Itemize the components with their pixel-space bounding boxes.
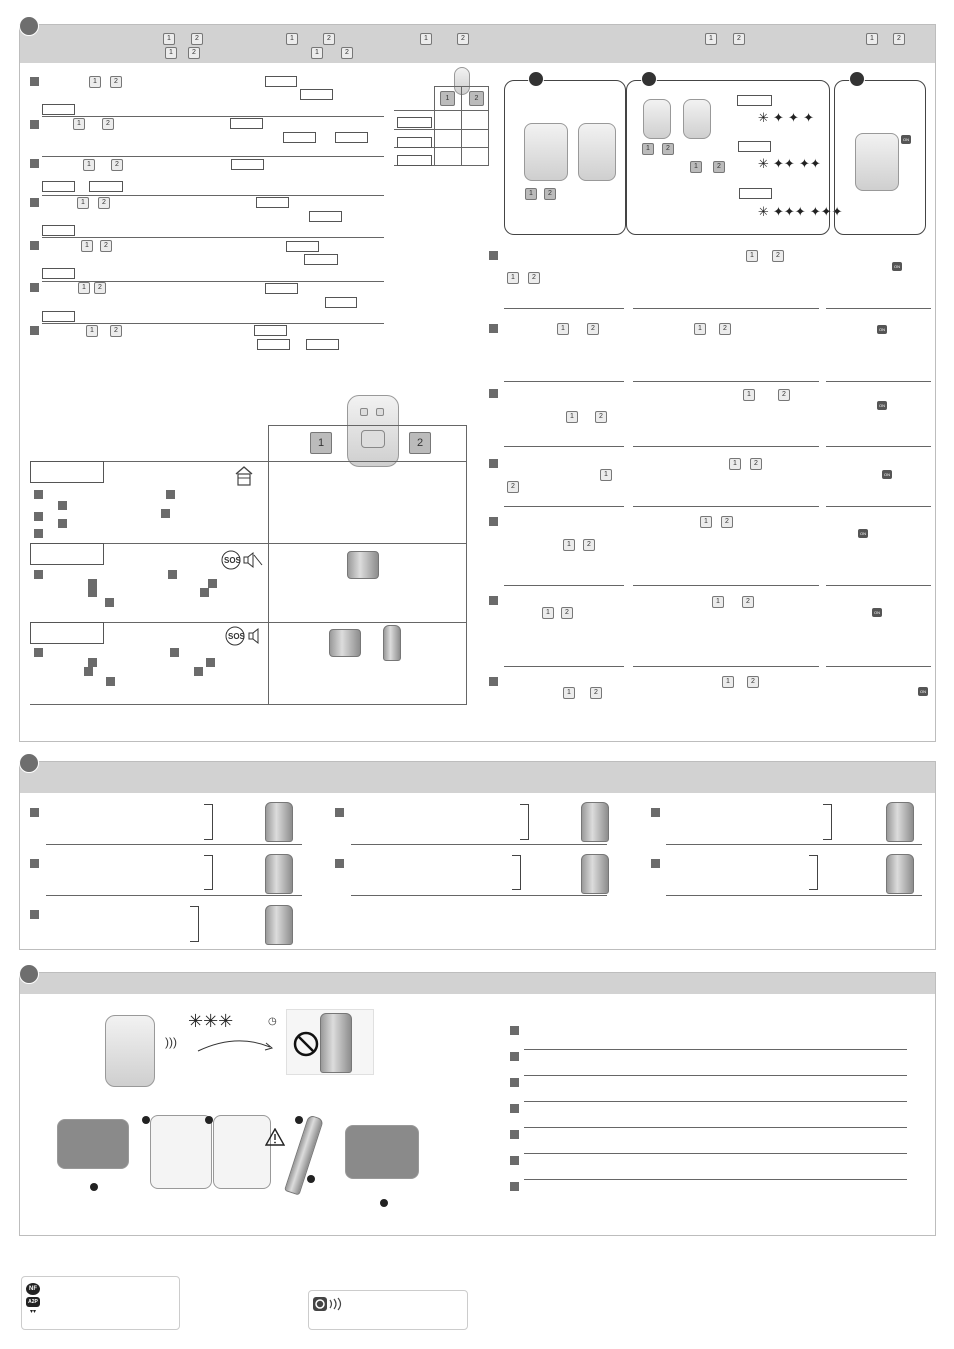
option-box [42, 181, 75, 192]
key-1: 1 [705, 33, 717, 45]
step-dot [142, 1116, 150, 1124]
remote-center-button [361, 430, 385, 448]
divider [633, 308, 819, 309]
key-1: 1 [700, 516, 712, 528]
bullet [651, 859, 660, 868]
grid-line [434, 86, 435, 166]
option-box [306, 339, 339, 350]
bullet [34, 529, 43, 538]
bullet [30, 808, 39, 817]
on-button: ON [879, 327, 885, 332]
option-box [335, 132, 368, 143]
home-icon [234, 465, 254, 487]
step-dot [380, 1199, 388, 1207]
option-box [265, 76, 297, 87]
section-2-panel [19, 761, 936, 950]
on-button: ON [860, 531, 866, 536]
bullet [335, 808, 344, 817]
warning-icon [265, 1128, 285, 1151]
bracket [204, 804, 213, 840]
key-2: 2 [750, 458, 762, 470]
key-1: 1 [542, 607, 554, 619]
key-2: 2 [778, 389, 790, 401]
option-box [739, 188, 772, 199]
bullet [30, 120, 39, 129]
nf-logo: NF [26, 1283, 40, 1295]
device-back-image [345, 1125, 419, 1179]
option-box [256, 197, 289, 208]
flash-indicator: ✳ ✦✦ ✦✦ [758, 157, 821, 172]
divider [504, 506, 624, 507]
remote-thumbnail [454, 67, 470, 95]
bullet [489, 251, 498, 260]
divider [42, 237, 384, 238]
grid-line [488, 86, 489, 166]
key-2: 2 [733, 33, 745, 45]
key-2: 2 [98, 197, 110, 209]
key-2: 2 [111, 159, 123, 171]
divider [351, 844, 607, 845]
option-box [309, 211, 342, 222]
divider [524, 1127, 907, 1128]
bullet [489, 677, 498, 686]
key-1: 1 [743, 389, 755, 401]
divider [504, 666, 624, 667]
divider [504, 585, 624, 586]
remote-button [376, 408, 384, 416]
key-1: 1 [563, 539, 575, 551]
key-1: 1 [73, 118, 85, 130]
bullet [489, 324, 498, 333]
step-dot [295, 1116, 303, 1124]
mode-label-box [30, 461, 104, 483]
step-marker-a [528, 71, 544, 87]
key-1: 1 [690, 161, 702, 173]
option-box [89, 181, 123, 192]
divider [504, 381, 624, 382]
bullet [510, 1078, 519, 1087]
option-box [397, 137, 432, 148]
key-1: 1 [420, 33, 432, 45]
key-2: 2 [590, 687, 602, 699]
remote-control-image [347, 395, 399, 467]
bullet [510, 1182, 519, 1191]
key-2: 2 [341, 47, 353, 59]
key-2: 2 [721, 516, 733, 528]
key-2: 2 [587, 323, 599, 335]
grid-line [394, 110, 488, 111]
divider [633, 446, 819, 447]
device-open-image [213, 1115, 271, 1189]
key-2: 2 [100, 240, 112, 252]
bullet [510, 1026, 519, 1035]
option-box [254, 325, 287, 336]
divider [42, 323, 384, 324]
key-1: 1 [311, 47, 323, 59]
option-box [42, 268, 75, 279]
key-1: 1 [712, 596, 724, 608]
bullet [30, 198, 39, 207]
key-1: 1 [722, 676, 734, 688]
divider [666, 844, 922, 845]
option-box [737, 95, 772, 106]
on-button: ON [884, 472, 890, 477]
bullet [30, 283, 39, 292]
divider [524, 1179, 907, 1180]
section-1-panel [19, 24, 936, 742]
bullet [30, 326, 39, 335]
detector-device-image [581, 802, 609, 842]
bullet [30, 241, 39, 250]
bullet [200, 588, 209, 597]
key-1: 1 [563, 687, 575, 699]
section-2-marker [19, 753, 39, 773]
bracket [190, 906, 199, 942]
svg-text:SOS: SOS [224, 556, 241, 565]
key-2: 2 [893, 33, 905, 45]
bullet [105, 598, 114, 607]
key-1: 1 [600, 469, 612, 481]
divider [46, 895, 302, 896]
key-2: 2 [94, 282, 106, 294]
detector-device-image [383, 625, 401, 661]
bullet [30, 159, 39, 168]
key-1: 1 [694, 323, 706, 335]
detector-device-image [265, 905, 293, 945]
sos-silent-icon [220, 549, 266, 571]
key-2: 2 [507, 481, 519, 493]
key-2: 2 [583, 539, 595, 551]
key-2: 2 [102, 118, 114, 130]
bullet [88, 658, 97, 667]
key-1: 1 [286, 33, 298, 45]
key-1: 1 [866, 33, 878, 45]
radio-mark-box [308, 1290, 468, 1330]
bullet [170, 648, 179, 657]
bullet [84, 667, 93, 676]
key-2: 2 [662, 143, 674, 155]
table-line [30, 704, 466, 705]
bullet [651, 808, 660, 817]
table-line [466, 425, 467, 705]
divider [524, 1101, 907, 1102]
bracket [823, 804, 832, 840]
bullet [510, 1052, 519, 1061]
divider [504, 308, 624, 309]
key-1: 1 [566, 411, 578, 423]
flash-indicator: ✳✳✳ [188, 1011, 234, 1032]
key-1: 1 [729, 458, 741, 470]
mode-label-box [30, 543, 104, 565]
grid-line [394, 129, 488, 130]
detector-device-image [265, 802, 293, 842]
section-2-header-bar [20, 762, 935, 793]
key-1-large: 1 [310, 432, 332, 454]
key-1: 1 [165, 47, 177, 59]
divider [42, 156, 384, 157]
bullet [30, 859, 39, 868]
option-box [265, 283, 298, 294]
option-box [304, 254, 338, 265]
bullet [30, 77, 39, 86]
divider [42, 195, 384, 196]
bullet [206, 658, 215, 667]
bracket [809, 855, 818, 890]
mode-label-box [30, 622, 104, 644]
remote-image [855, 133, 899, 191]
bullet [34, 512, 43, 521]
key-2: 2 [713, 161, 725, 173]
bullet [208, 579, 217, 588]
signal-waves-icon: ))) [165, 1035, 177, 1049]
key-1: 1 [89, 76, 101, 88]
siren-device-image [347, 551, 379, 579]
bullet [510, 1104, 519, 1113]
key-1: 1 [557, 323, 569, 335]
bracket [520, 804, 529, 840]
key-2: 2 [742, 596, 754, 608]
divider [666, 895, 922, 896]
key-2: 2 [719, 323, 731, 335]
option-box [738, 141, 771, 152]
bullet [106, 677, 115, 686]
divider [826, 666, 931, 667]
grid-line [461, 86, 462, 166]
on-button: ON [903, 137, 909, 142]
key-2: 2 [747, 676, 759, 688]
bracket [204, 855, 213, 890]
on-button: ON [879, 403, 885, 408]
key-1: 1 [163, 33, 175, 45]
key-1: 1 [525, 188, 537, 200]
key-2-large: 2 [409, 432, 431, 454]
detector-device-image [581, 854, 609, 894]
bracket [512, 855, 521, 890]
divider [633, 506, 819, 507]
prohibited-icon [293, 1031, 319, 1062]
battery-image [284, 1114, 324, 1195]
bullet [58, 501, 67, 510]
option-box [397, 117, 432, 128]
bullet [168, 570, 177, 579]
step-dot [205, 1116, 213, 1124]
bullet [489, 596, 498, 605]
key-2: 2 [469, 91, 484, 106]
divider [633, 585, 819, 586]
key-2: 2 [457, 33, 469, 45]
key-2: 2 [772, 250, 784, 262]
key-2: 2 [595, 411, 607, 423]
key-1: 1 [77, 197, 89, 209]
timer-icon: ◷ [268, 1016, 277, 1027]
divider [524, 1049, 907, 1050]
flash-indicator: ✳ ✦✦✦ ✦✦✦ [758, 205, 843, 220]
certification-box [21, 1276, 180, 1330]
key-2: 2 [323, 33, 335, 45]
bullet [58, 519, 67, 528]
device-open-image [150, 1115, 212, 1189]
key-1: 1 [642, 143, 654, 155]
on-button: ON [920, 689, 926, 694]
bullet [34, 570, 43, 579]
key-1: 1 [746, 250, 758, 262]
option-box [257, 339, 290, 350]
table-line [268, 425, 466, 426]
bullet [194, 667, 203, 676]
bullet [88, 588, 97, 597]
divider [826, 308, 931, 309]
option-box [325, 297, 357, 308]
section-1-header-bar [20, 25, 935, 63]
key-2: 2 [528, 272, 540, 284]
divider [826, 446, 931, 447]
detector-device-image [265, 854, 293, 894]
divider [351, 895, 607, 896]
key-1: 1 [440, 91, 455, 106]
option-box [231, 159, 264, 170]
on-button: ON [874, 610, 880, 615]
key-1: 1 [81, 240, 93, 252]
section-3-header-bar [20, 973, 935, 994]
section-3-panel [19, 972, 936, 1236]
option-box [300, 89, 333, 100]
bullet [335, 859, 344, 868]
star-rating-icon: ▾▾ [30, 1309, 37, 1315]
key-2: 2 [110, 76, 122, 88]
option-box [283, 132, 316, 143]
key-2: 2 [544, 188, 556, 200]
key-2: 2 [188, 47, 200, 59]
bullet [166, 490, 175, 499]
key-1: 1 [78, 282, 90, 294]
flash-indicator: ✳ ✦ ✦ ✦ [758, 111, 814, 126]
divider [504, 446, 624, 447]
on-button: ON [894, 264, 900, 269]
key-2: 2 [191, 33, 203, 45]
divider [633, 381, 819, 382]
divider [826, 585, 931, 586]
remote-button [360, 408, 368, 416]
a2p-logo: A2P [26, 1297, 40, 1307]
option-box [42, 311, 75, 322]
sos-audible-icon [224, 625, 264, 647]
bullet [489, 517, 498, 526]
siren-device-image [329, 629, 361, 657]
remote-image [683, 99, 711, 139]
svg-text:SOS: SOS [228, 632, 245, 641]
table-line [268, 425, 269, 705]
bullet [34, 490, 43, 499]
divider [826, 381, 931, 382]
remote-image [524, 123, 568, 181]
signal-arrow [196, 1035, 276, 1060]
step-marker-c [849, 71, 865, 87]
section-1-marker [19, 16, 39, 36]
option-box [230, 118, 263, 129]
divider [46, 844, 302, 845]
remote-image [105, 1015, 155, 1087]
option-box [42, 225, 75, 236]
remote-image [643, 99, 671, 139]
detector-device-image [320, 1013, 352, 1073]
bullet [510, 1156, 519, 1165]
remote-image [578, 123, 616, 181]
radio-logo-icon [313, 1297, 343, 1316]
option-box [397, 155, 432, 166]
option-box [42, 104, 75, 115]
step-dot [307, 1175, 315, 1183]
detector-device-image [886, 854, 914, 894]
bullet [161, 509, 170, 518]
bullet [88, 579, 97, 588]
section-3-marker [19, 964, 39, 984]
divider [633, 666, 819, 667]
divider [42, 281, 384, 282]
key-1: 1 [83, 159, 95, 171]
divider [42, 116, 384, 117]
bullet [489, 459, 498, 468]
key-2: 2 [110, 325, 122, 337]
key-1: 1 [86, 325, 98, 337]
detector-device-image [886, 802, 914, 842]
divider [524, 1153, 907, 1154]
key-1: 1 [507, 272, 519, 284]
divider [524, 1075, 907, 1076]
key-2: 2 [561, 607, 573, 619]
divider [826, 506, 931, 507]
bullet [489, 389, 498, 398]
bullet [510, 1130, 519, 1139]
step-dot [90, 1183, 98, 1191]
bullet [34, 648, 43, 657]
option-box [286, 241, 319, 252]
device-back-image [57, 1119, 129, 1169]
bullet [30, 910, 39, 919]
step-marker-b [641, 71, 657, 87]
